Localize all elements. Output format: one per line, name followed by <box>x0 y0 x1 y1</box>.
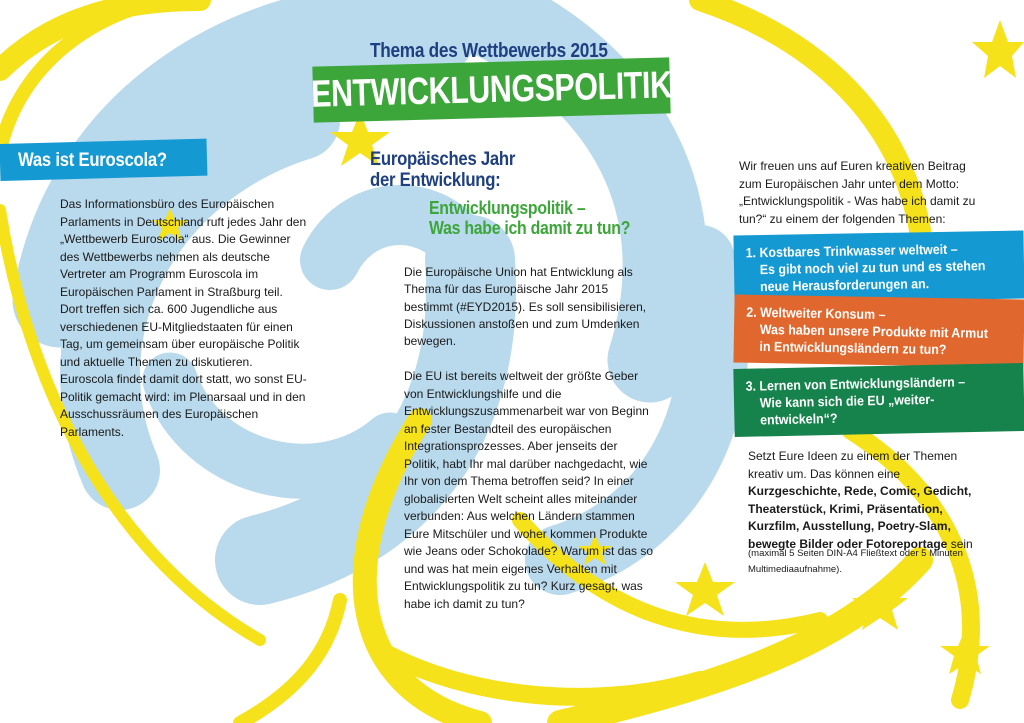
topic-1-banner <box>733 230 1024 303</box>
title-banner <box>310 57 673 122</box>
topic-3-banner <box>733 363 1024 437</box>
eyd-heading <box>370 149 515 191</box>
page-title: ENTWICKLUNGSPOLITIK <box>310 63 673 116</box>
euroscola-text: Das Informationsbüro des Europäischen Parlaments in Deutschland ruft jedes Jahr den „Wettbewerb Euroscola“ aus. Die Gewinner des Wettbewerbs nehmen als deutsche Vertreter am Programm Euroscola im Europäischen Parlament in Straßburg teil. Dort treffen sich ca. 600 Jugendliche aus verschiedenen EU-Mitgliedstaaten für einen Tag, um gemeinsam über europäische Politik und aktuelle Themen zu diskutieren. Euroscola findet damit dort statt, wo sonst EU-Politik gemacht wird: im Plenarsaal und in den Ausschussräumen des Europäischen Parlaments. <box>60 197 307 439</box>
eyd-subheading-line1: Entwicklungspolitik – <box>429 198 586 218</box>
submission-limits-note: (maximal 5 Seiten DIN-A4 Fließtext oder 5 Minuten Multimediaaufnahme). <box>748 548 963 575</box>
topic-1-text: 1. Kostbares Trinkwasser weltweit – Es gibt noch viel zu tun und es stehen neue Herausforderungen an. <box>745 241 986 294</box>
ideas-suffix: sein <box>947 536 973 551</box>
euroscola-heading: Was ist Euroscola? <box>18 150 167 171</box>
contest-intro-text: Wir freuen uns auf Euren kreativen Beitrag zum Europäischen Jahr unter dem Motto: „Entwicklungspolitik - Was habe ich damit zu tun?“ zu einem der folgenden Themen: <box>739 159 976 226</box>
ideas-prefix: Setzt Eure Ideen zu einem der Themen kreativ um. Das können eine <box>748 449 958 481</box>
ideas-formats: Kurzgeschichte, Rede, Comic, Gedicht, Theaterstück, Krimi, Präsentation, Kurzfilm, Ausstellung, Poetry-Slam, bewegte Bilder oder Fotoreportage <box>748 484 972 551</box>
theme-label: Thema des Wettbewerbs 2015 <box>370 40 608 62</box>
ideas-text <box>748 448 988 553</box>
topic-2-text: 2. Weltweiter Konsum – Was haben unsere Produkte mit Armut in Entwicklungsländern zu tun? <box>745 304 989 357</box>
eyd-subheading <box>429 198 630 238</box>
eyd-paragraph-2: Die EU ist bereits weltweit der größte Geber von Entwicklungshilfe und die Entwicklungszusammenarbeit war von Beginn an fester Bestandteil des europäischen Integrationsprozesses. Aber jenseits der Politik, habt Ihr mal darüber nachgedacht, wie Ihr von dem Thema betroffen seid? In einer globalisierten Welt scheint alles miteinander verbunden: Aus welchen Ländern stammen Eure Mitschüler und woher kommen Produkte wie Jeans oder Schokolade? Warum ist das so und was hat mein eigenes Verhalten mit Entwicklungspolitik zu tun? Kurz gesagt, was habe ich damit zu tun? <box>404 369 654 611</box>
eyd-heading-line1: Europäisches Jahr <box>370 149 516 170</box>
topic-2-banner <box>733 294 1024 367</box>
eyd-heading-line2: der Entwicklung: <box>370 170 501 191</box>
eyd-paragraph-1: Die Europäische Union hat Entwicklung als Thema für das Europäische Jahr 2015 bestimmt (#EYD2015). Es soll sensibilisieren, Diskussionen anstoßen und zum Umdenken bewegen. <box>404 265 647 349</box>
topic-3-text: 3. Lernen von Entwicklungsländern – Wie kann sich die EU „weiter- entwickeln“? <box>745 373 966 428</box>
eyd-subheading-line2: Was habe ich damit zu tun? <box>429 218 631 238</box>
